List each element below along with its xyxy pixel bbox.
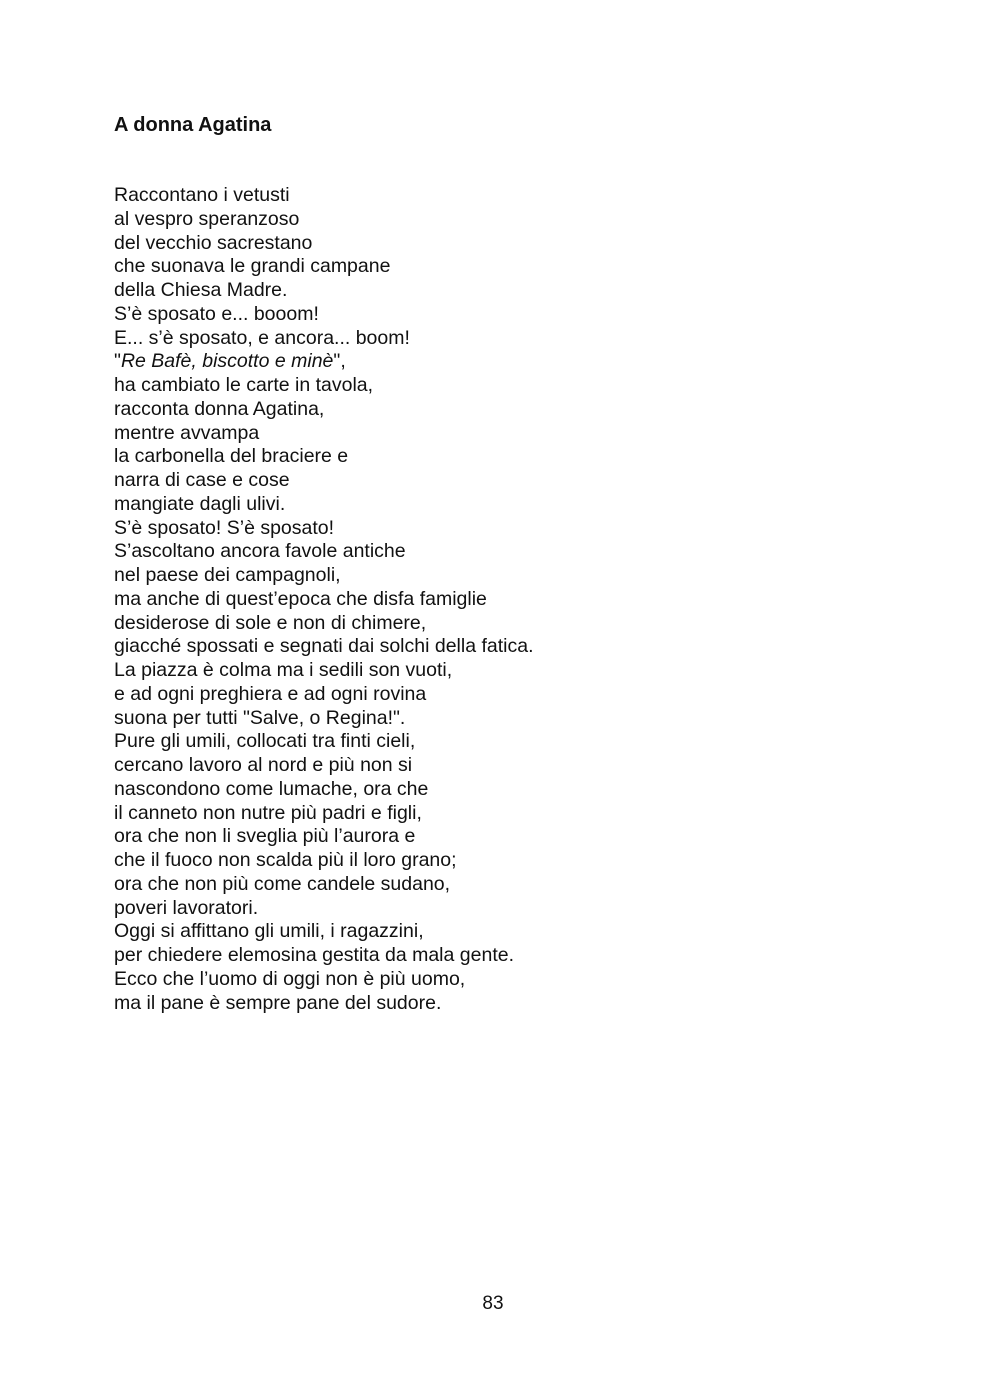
poem-line: ma il pane è sempre pane del sudore. xyxy=(114,991,442,1014)
poem-line: che il fuoco non scalda più il loro grano; xyxy=(114,849,457,871)
poem-line: E... s’è sposato, e ancora... boom! xyxy=(114,326,410,349)
poem-line-italic-segment: Re Bafè, biscotto e minè xyxy=(120,350,334,373)
poem-line: mangiate dagli ulivi. xyxy=(114,492,286,515)
poem-title: A donna Agatina xyxy=(114,114,272,136)
poem-line: suona per tutti "Salve, o Regina!". xyxy=(114,706,406,729)
poem-line: S’ascoltano ancora favole antiche xyxy=(114,540,406,563)
poem-line: ha cambiato le carte in tavola, xyxy=(114,374,374,396)
poem-line: La piazza è colma ma i sedili son vuoti, xyxy=(114,659,453,681)
poem-line-segment: " xyxy=(114,350,121,373)
poem-line: e ad ogni preghiera e ad ogni rovina xyxy=(114,682,427,705)
poem-line: della Chiesa Madre. xyxy=(114,279,288,301)
page-number: 83 xyxy=(482,1293,504,1314)
poem-line: nascondono come lumache, ora che xyxy=(114,777,429,800)
poem-line: cercano lavoro al nord e più non si xyxy=(114,754,413,776)
poem-line: la carbonella del braciere e xyxy=(114,445,349,468)
poem-line: ora che non li sveglia più l’aurora e xyxy=(114,825,416,848)
poem-line: del vecchio sacrestano xyxy=(114,231,313,254)
poem-line: Ecco che l’uomo di oggi non è più uomo, xyxy=(114,967,466,990)
poem-line: che suonava le grandi campane xyxy=(114,255,391,278)
poem-line: mentre avvampa xyxy=(114,421,260,444)
poem-line: al vespro speranzoso xyxy=(114,207,300,230)
poem-line: racconta donna Agatina, xyxy=(114,397,325,420)
poem-line xyxy=(114,350,534,374)
poem-line: Oggi si affittano gli umili, i ragazzini, xyxy=(114,920,424,943)
poem-line: per chiedere elemosina gestita da mala gente. xyxy=(114,944,514,966)
poem-line: il canneto non nutre più padri e figli, xyxy=(114,801,422,824)
poem-line: narra di case e cose xyxy=(114,469,290,491)
poem-line: S’è sposato e... booom! xyxy=(114,302,319,325)
poem-body xyxy=(114,184,534,1015)
poem-line: poveri lavoratori. xyxy=(114,896,259,919)
poem-line: Raccontano i vetusti xyxy=(114,184,290,206)
poem-line: nel paese dei campagnoli, xyxy=(114,564,341,586)
poem-line: ora che non più come candele sudano, xyxy=(114,872,451,895)
poem-line-segment: ", xyxy=(333,350,346,373)
poem-line: giacché spossati e segnati dai solchi della fatica. xyxy=(114,635,534,658)
poem-line: ma anche di quest’epoca che disfa famiglie xyxy=(114,587,487,610)
poem-line: Pure gli umili, collocati tra finti cieli, xyxy=(114,730,416,753)
poem-line: desiderose di sole e non di chimere, xyxy=(114,611,427,634)
poem-line: S’è sposato! S’è sposato! xyxy=(114,516,335,539)
